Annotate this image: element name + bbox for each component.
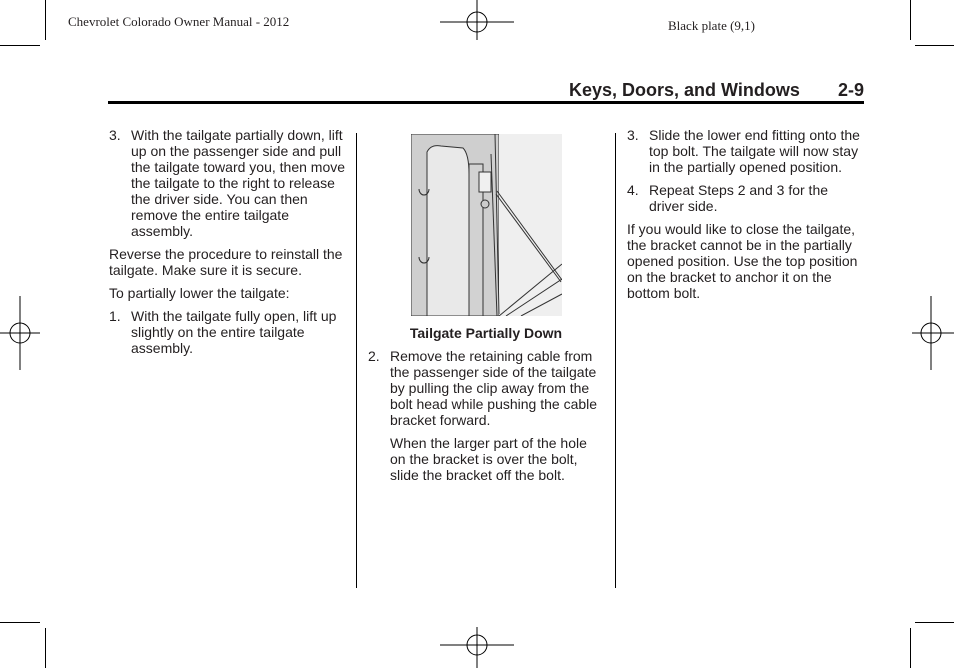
step-number: 1. xyxy=(109,308,121,324)
running-header-right: Black plate (9,1) xyxy=(668,18,755,33)
step-text: Slide the lower end fitting onto the top bolt. The tailgate will now stay in the partially opened position. xyxy=(649,127,860,175)
step-3 xyxy=(627,127,865,175)
page-number: 2-9 xyxy=(838,80,865,100)
tailgate-illustration xyxy=(411,134,562,316)
header-rule xyxy=(108,101,864,104)
step-4 xyxy=(627,182,865,214)
step-number: 3. xyxy=(109,127,121,143)
step-text: Repeat Steps 2 and 3 for the driver side. xyxy=(649,182,829,214)
step-text: With the tailgate fully open, lift up slightly on the entire tailgate assembly. xyxy=(131,308,337,356)
column-divider xyxy=(615,133,616,588)
column-2 xyxy=(368,325,606,490)
step-number: 4. xyxy=(627,182,639,198)
running-header-left: Chevrolet Colorado Owner Manual - 2012 xyxy=(68,14,290,29)
paragraph: Reverse the procedure to reinstall the tailgate. Make sure it is secure. xyxy=(109,246,343,278)
step-note: When the larger part of the hole on the bracket is over the bolt, slide the bracket off the bolt. xyxy=(390,435,587,483)
column-3 xyxy=(627,127,865,308)
column-divider xyxy=(356,133,357,588)
paragraph: To partially lower the tailgate: xyxy=(109,285,290,301)
paragraph: If you would like to close the tailgate, the bracket cannot be in the partially opened position. Use the top position on the bracket to anchor it on the bottom bolt. xyxy=(627,221,858,301)
step-1 xyxy=(109,308,347,356)
section-title: Keys, Doors, and Windows xyxy=(569,80,800,100)
step-2 xyxy=(368,348,606,428)
step-text: Remove the retaining cable from the passenger side of the tailgate by pulling the clip away from the bolt head while pushing the cable bracket forward. xyxy=(390,348,598,428)
step-number: 3. xyxy=(627,127,639,143)
step-text: With the tailgate partially down, lift up on the passenger side and pull the tailgate toward you, then move the tailgate to the right to release the driver side. You can then remove the entire tailgate assembly. xyxy=(131,127,346,239)
figure-caption: Tailgate Partially Down xyxy=(409,325,563,341)
step-number: 2. xyxy=(368,348,380,364)
step-3 xyxy=(109,127,347,239)
column-1 xyxy=(109,127,347,363)
